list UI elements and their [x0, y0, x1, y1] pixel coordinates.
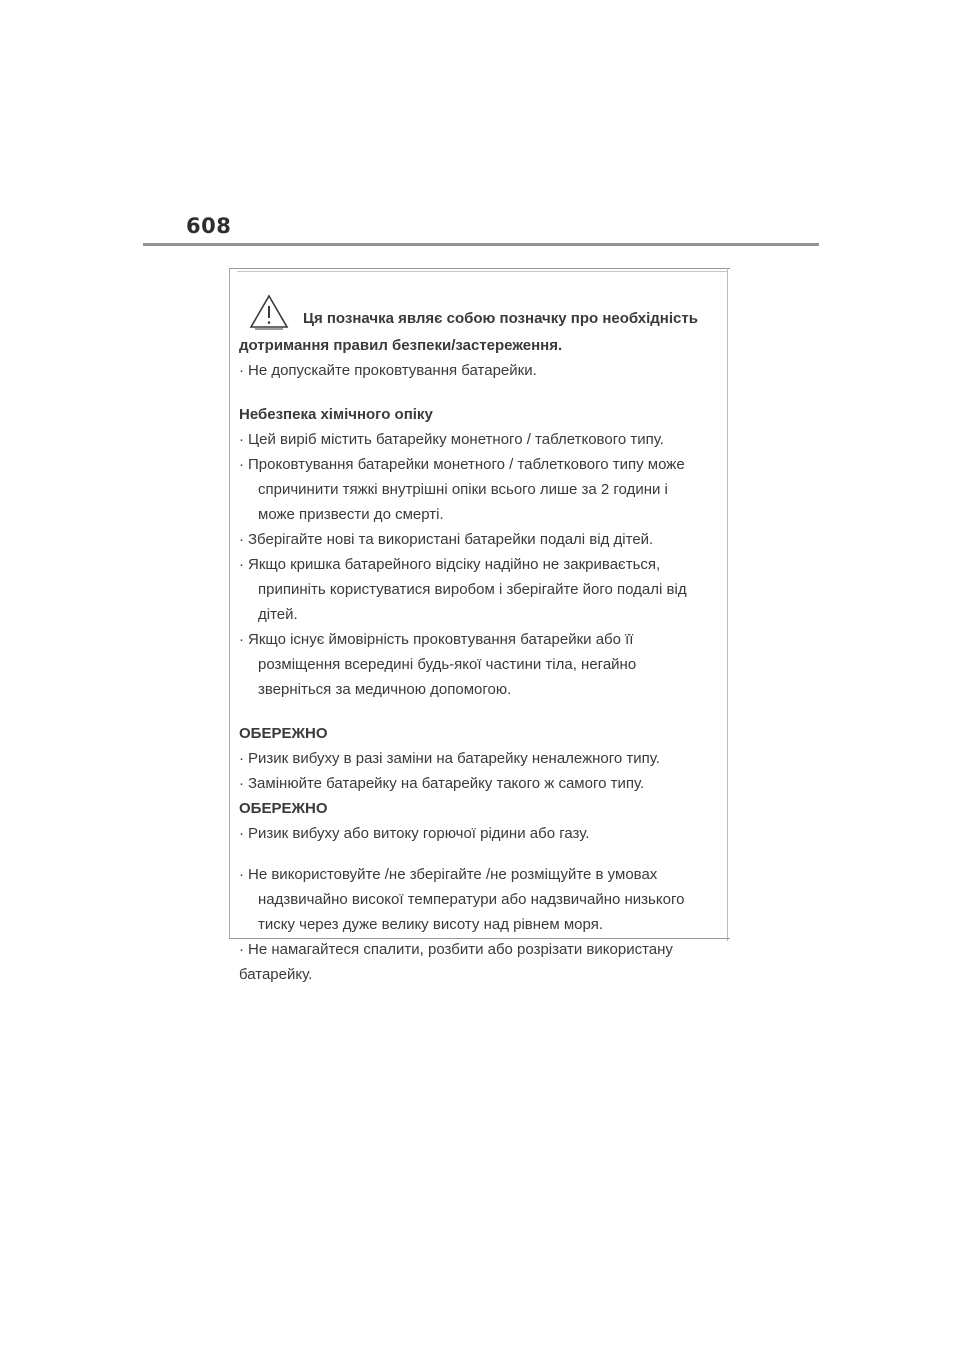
bullet-extreme-conditions	[239, 865, 719, 934]
bullet-do-not-destroy: · Не намагайтеся спалити, розбити або розрізати використану	[239, 940, 719, 959]
bullet-medical-line2: розміщення всередині будь-якої частини тіла, негайно	[258, 656, 637, 673]
heading-caution-1: ОБЕРЕЖНО	[239, 725, 328, 742]
bullet-explosion-leak: · Ризик вибуху або витоку горючої рідини або газу.	[239, 824, 719, 843]
bullet-compartment-line1: Якщо кришка батарейного відсіку надійно не закривається,	[248, 556, 661, 573]
bullet-swallow-burns-line1: Проковтування батарейки монетного / таблеткового типу може	[248, 456, 685, 473]
notice-content	[239, 294, 719, 984]
box-left-border	[229, 268, 230, 938]
bullet-medical-line1: Якщо існує ймовірність проковтування батарейки або її	[248, 631, 634, 648]
bullet-do-not-destroy-line2: батарейку.	[239, 966, 313, 983]
heading-caution-2: ОБЕРЕЖНО	[239, 800, 328, 817]
scanned-notice-box	[229, 268, 730, 983]
box-top-border	[229, 268, 730, 269]
heading-chemical-burn: Небезпека хімічного опіку	[239, 406, 433, 423]
bullet-replace-same-type: · Замінюйте батарейку на батарейку такого ж самого типу.	[239, 774, 719, 793]
bullet-extreme-line2: надзвичайно високої температури або надзвичайно низького	[258, 891, 685, 908]
header-rule	[143, 243, 819, 246]
bullet-swallow-burns-line2: спричинити тяжкі внутрішні опіки всього лише за 2 години і	[258, 481, 668, 498]
warning-text-line1: Ця позначка являє собою позначку про необхідність	[303, 310, 698, 327]
bullet-seek-medical-help	[239, 630, 719, 699]
warning-triangle-icon	[249, 294, 289, 330]
bullet-explosion-wrong-type: · Ризик вибуху в разі заміни на батарейку неналежного типу.	[239, 749, 719, 768]
warning-header	[249, 294, 719, 330]
page-number: 608	[186, 214, 232, 238]
box-top-border-inner	[237, 271, 727, 272]
bullet-swallow-burns-line3: може призвести до смерті.	[258, 506, 444, 523]
bullet-extreme-line1: Не використовуйте /не зберігайте /не розміщуйте в умовах	[248, 866, 658, 883]
bullet-medical-line3: зверніться за медичною допомогою.	[258, 681, 512, 698]
bullet-swallow-burns	[239, 455, 719, 524]
bullet-no-swallow: · Не допускайте проковтування батарейки.	[239, 361, 719, 380]
warning-text-line2: дотримання правил безпеки/застереження.	[239, 337, 563, 354]
bullet-compartment-not-closing	[239, 555, 719, 624]
bullet-contains-coin-battery: · Цей виріб містить батарейку монетного / таблеткового типу.	[239, 430, 719, 449]
box-right-border	[727, 268, 728, 941]
bullet-compartment-line3: дітей.	[258, 606, 298, 623]
bullet-keep-away: · Зберігайте нові та використані батарейки подалі від дітей.	[239, 530, 719, 549]
bullet-extreme-line3: тиску через дуже велику висоту над рівнем моря.	[258, 916, 603, 933]
bullet-compartment-line2: припиніть користуватися виробом і зберігайте його подалі від	[258, 581, 687, 598]
